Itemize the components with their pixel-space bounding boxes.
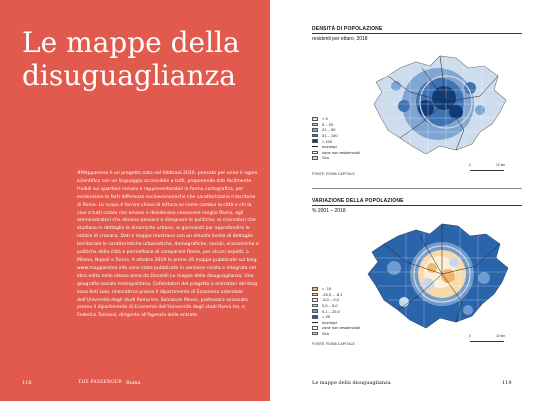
section-name: Roma [126, 380, 141, 386]
legend-item: 5,1 – 25,0 [312, 308, 360, 314]
title-line-1: Le mappe della [22, 26, 240, 59]
density-map-header [312, 26, 522, 42]
publication-name: THE PASSENGER [78, 380, 122, 385]
density-map-title: DENSITÀ DI POPOLAZIONE [312, 26, 383, 32]
density-scale-start: 0 [469, 163, 471, 167]
variation-map-title: VARIAZIONE DELLA POPOLAZIONE [312, 198, 404, 204]
variation-source: FONTE: ROMA CAPITALE [312, 342, 355, 346]
title-line-2: disuguaglianza [22, 59, 236, 92]
variation-scale-bar [470, 341, 504, 342]
density-scale-bar [470, 170, 504, 171]
density-map-subtitle: residenti per ettaro, 2018 [312, 36, 368, 42]
variation-map-subtitle: % 2001 – 2018 [312, 208, 346, 214]
right-footer-title: Le mappe della disuguaglianza [312, 380, 391, 386]
legend-item: > 100 [312, 138, 360, 144]
right-page [270, 0, 536, 401]
variation-map [358, 218, 520, 338]
title-rule [312, 33, 522, 34]
right-page-number: 119 [502, 380, 512, 386]
legend-item: municipi [312, 144, 360, 150]
legend-item: zone non residenziali [312, 150, 360, 156]
variation-legend [312, 286, 360, 336]
legend-item: 51 – 100 [312, 133, 360, 139]
legend-item: < 5 [312, 116, 360, 122]
main-title [22, 26, 262, 92]
density-legend [312, 116, 360, 161]
density-scale-end: 10 km [496, 163, 506, 167]
legend-item: 0,0 – 5,0 [312, 303, 360, 309]
density-map [360, 46, 520, 166]
density-source: FONTE: ROMA CAPITALE [312, 172, 355, 176]
title-rule [312, 205, 522, 206]
intro-paragraph: #Mapparoma è un progetto nato nel febbraio 2016, pensato per unire il rigore scientifico con un linguaggio accessibile a tutti, proponendo dati facilmente fruibili sui quartieri romani e rappresentandoli in forma cartografica, per evidenziare le forti differenze socioeconomiche che caratterizzano il territorio di Roma. Lo scopo è fornire chiavi di lettura su come cambia la città e chi la vive a tutti coloro che amano e desiderano conoscere meglio Roma, agli amministratori che devono pensare e disegnare le politiche, ai ricercatori che studiano in dettaglio le dinamiche urbane, ai giornalisti per approfondire le notizie di cronaca. Dati e mappe mostrano con un elevato livello di dettaglio territoriale le caratteristiche urbanistiche, demografiche, sociali, economiche e politiche della città e permettono di comparare Roma, per alcuni aspetti, a Milano, Napoli e Torino. A ottobre 2019 le prime 26 mappe pubblicate sul blog www.mapparoma.info sono state pubblicate in versione rivista e integrata nel libro edito nello stesso anno da Donzelli Le mappe della disuguaglianza. Una geografia sociale metropolitana. Cofondatori del progetto e animatori del blog sono Keti Lelo, ricercatrice presso il dipartimento di Economia aziendale dell'Università degli studi Roma tre, Salvatore Monni, professore associato presso il dipartimento di Economia dell'Università degli studi Roma tre, e Federico Tomassi, dirigente all'Agenzia delle entrate. [77, 171, 259, 319]
left-page-number: 118 [22, 380, 32, 386]
legend-item: Gra [312, 331, 360, 337]
legend-item: > 25 [312, 314, 360, 320]
variation-scale-start: 0 [469, 334, 471, 338]
variation-map-header [312, 198, 522, 214]
legend-item: 21 – 50 [312, 127, 360, 133]
legend-item: -15,0 – -5,1 [312, 292, 360, 298]
legend-item: < -15 [312, 286, 360, 292]
maps-divider [312, 188, 522, 189]
legend-item: Gra [312, 155, 360, 161]
legend-item: 5 – 20 [312, 122, 360, 128]
legend-item: zone non residenziali [312, 325, 360, 331]
legend-item: -5,0 – 0,0 [312, 297, 360, 303]
density-zones [360, 46, 520, 166]
legend-item: municipi [312, 320, 360, 326]
variation-zones [358, 218, 520, 338]
variation-scale-end: 10 km [496, 334, 506, 338]
